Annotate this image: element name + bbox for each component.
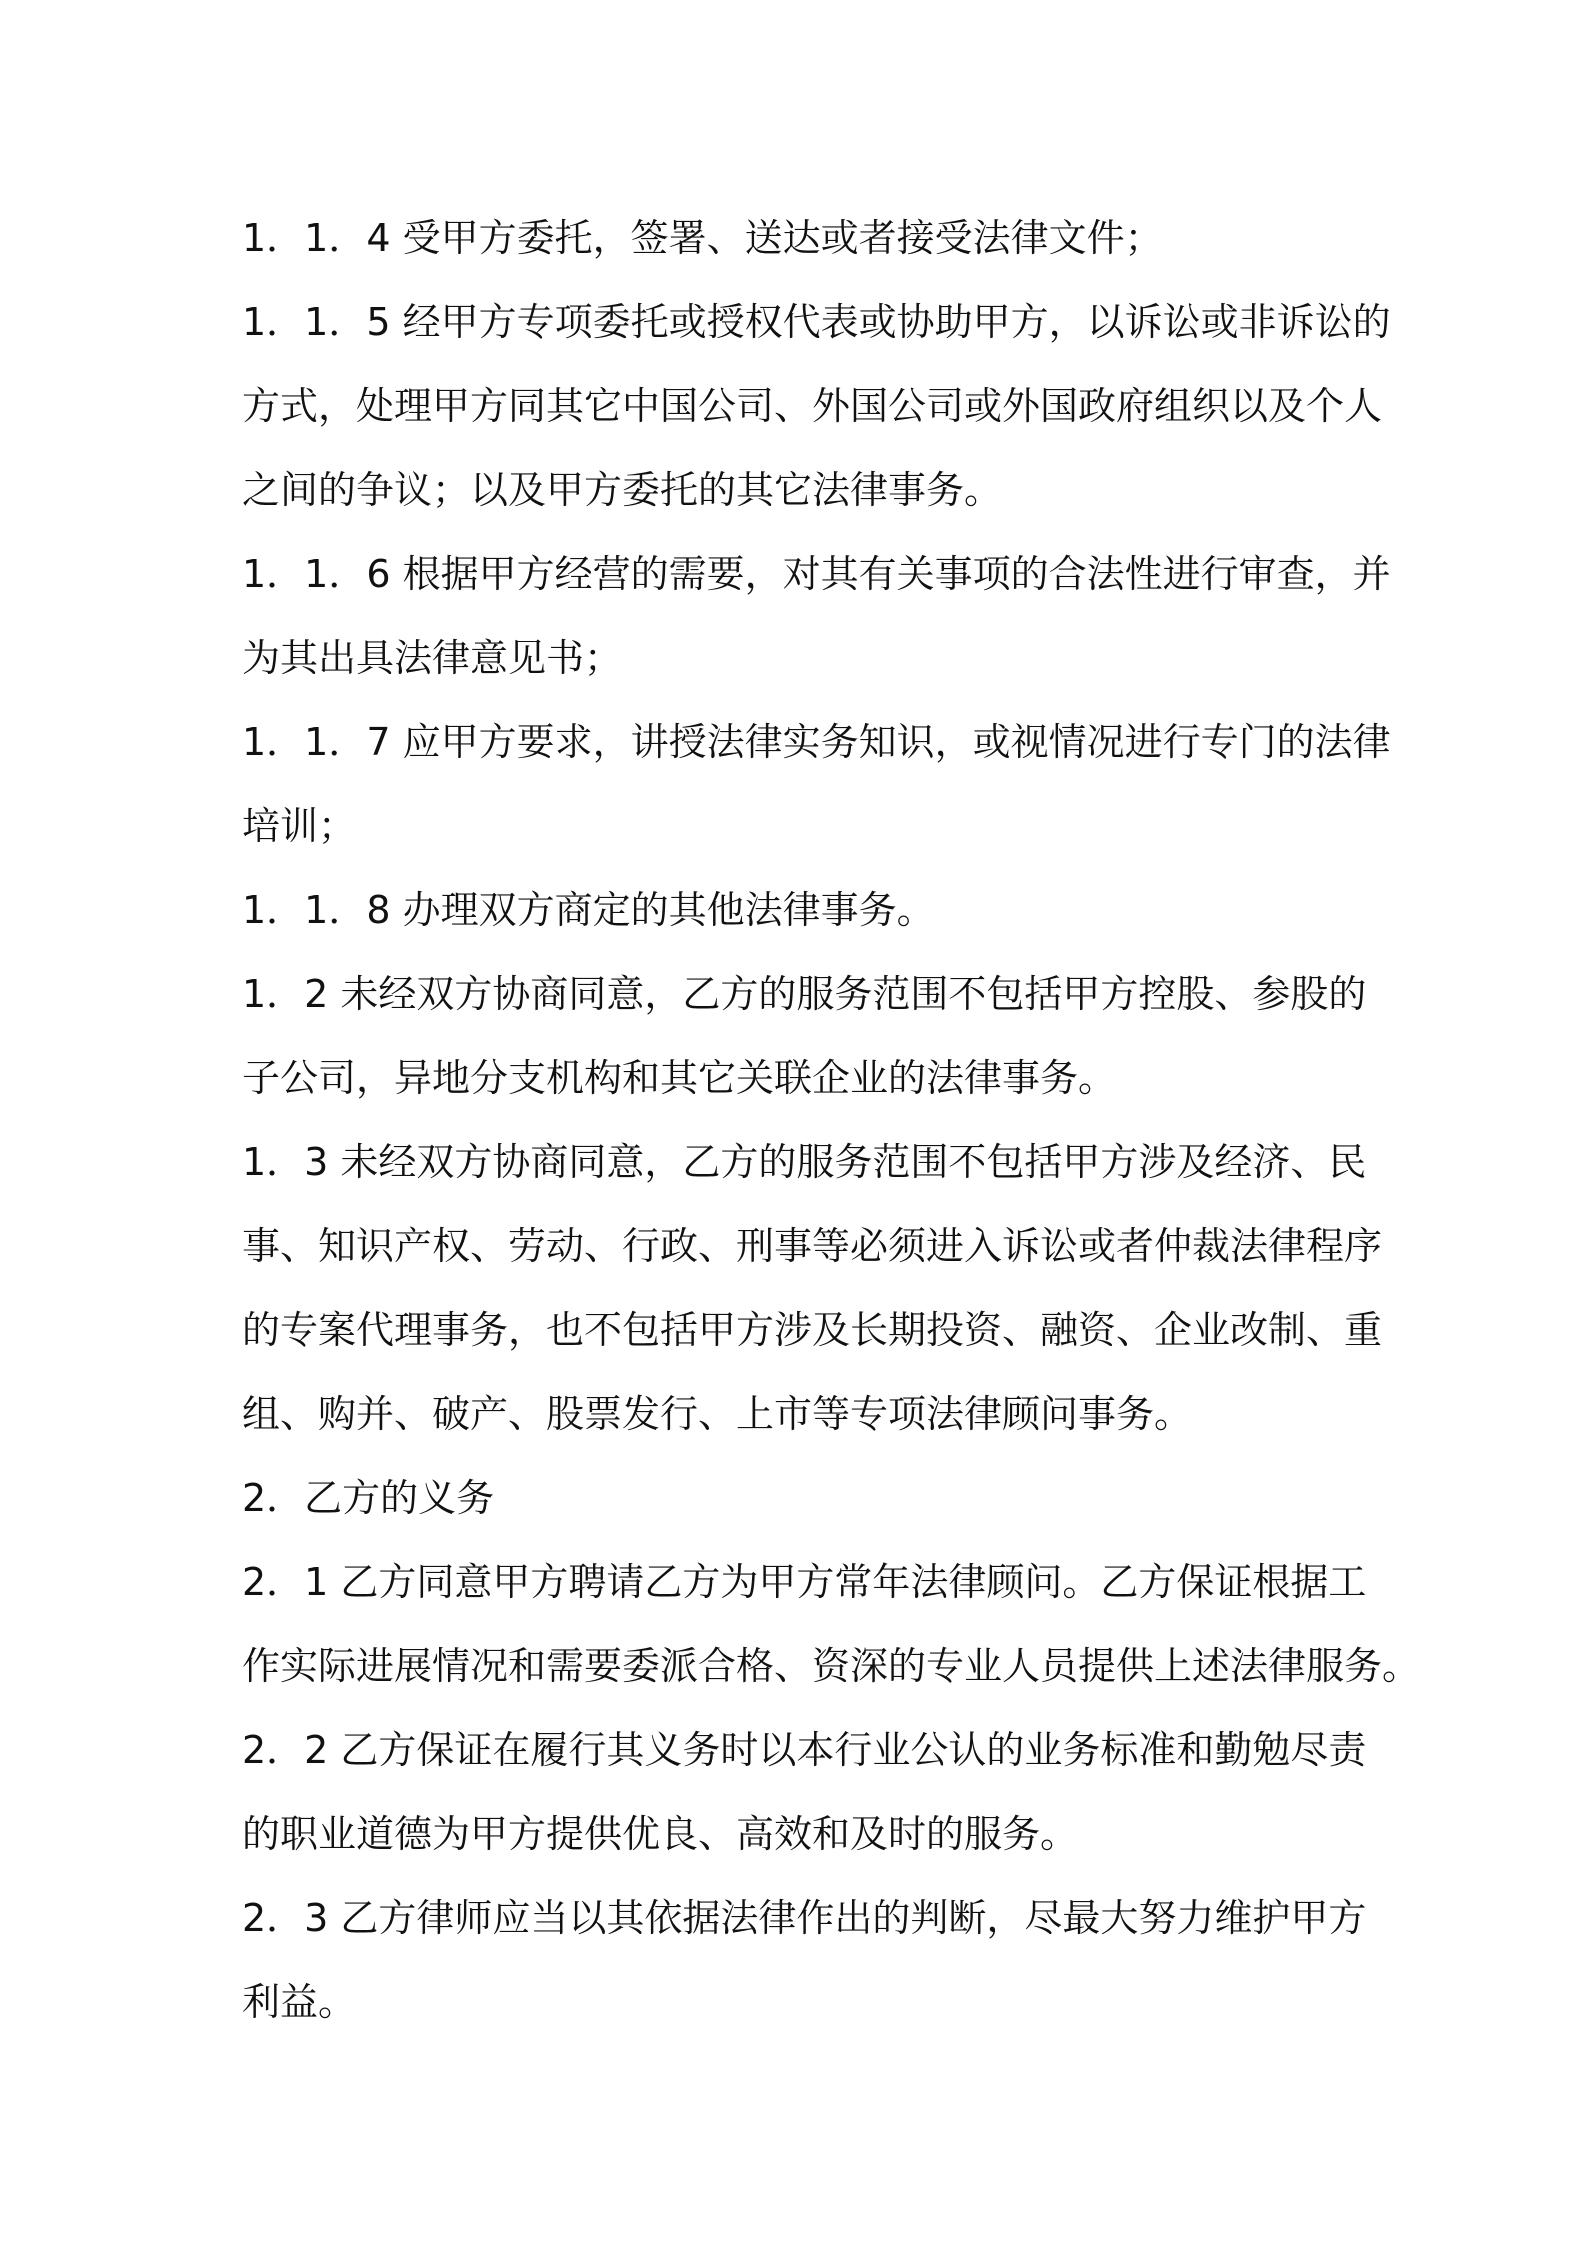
text-line: 为其出具法律意见书； xyxy=(242,636,623,680)
text-line: 1．1．7 应甲方要求，讲授法律实务知识，或视情况进行专门的法律 xyxy=(242,720,1391,764)
text-line: 2．2 乙方保证在履行其义务时以本行业公认的业务标准和勤勉尽责 xyxy=(242,1728,1367,1772)
text-line: 培训； xyxy=(242,804,357,848)
text-line: 2．乙方的义务 xyxy=(242,1476,495,1520)
text-line: 方式，处理甲方同其它中国公司、外国公司或外国政府组织以及个人 xyxy=(242,384,1383,428)
text-line: 的专案代理事务，也不包括甲方涉及长期投资、融资、企业改制、重 xyxy=(242,1308,1383,1352)
text-line: 之间的争议；以及甲方委托的其它法律事务。 xyxy=(242,468,1003,512)
text-line: 子公司，异地分支机构和其它关联企业的法律事务。 xyxy=(242,1056,1117,1100)
document-body xyxy=(242,196,1421,2044)
text-line: 2．3 乙方律师应当以其依据法律作出的判断，尽最大努力维护甲方 xyxy=(242,1896,1367,1940)
text-line: 1．1．4 受甲方委托，签署、送达或者接受法律文件； xyxy=(242,216,1163,260)
text-line: 事、知识产权、劳动、行政、刑事等必须进入诉讼或者仲裁法律程序 xyxy=(242,1224,1383,1268)
text-line: 组、购并、破产、股票发行、上市等专项法律顾问事务。 xyxy=(242,1392,1193,1436)
text-line: 1．3 未经双方协商同意，乙方的服务范围不包括甲方涉及经济、民 xyxy=(242,1140,1367,1184)
text-line: 1．2 未经双方协商同意，乙方的服务范围不包括甲方控股、参股的 xyxy=(242,972,1367,1016)
text-line: 利益。 xyxy=(242,1980,357,2024)
text-line: 2．1 乙方同意甲方聘请乙方为甲方常年法律顾问。乙方保证根据工 xyxy=(242,1560,1367,1604)
text-line: 1．1．5 经甲方专项委托或授权代表或协助甲方，以诉讼或非诉讼的 xyxy=(242,300,1391,344)
text-line: 的职业道德为甲方提供优良、高效和及时的服务。 xyxy=(242,1812,1079,1856)
text-line: 作实际进展情况和需要委派合格、资深的专业人员提供上述法律服务。 xyxy=(242,1644,1421,1688)
text-line: 1．1．8 办理双方商定的其他法律事务。 xyxy=(242,888,935,932)
text-line: 1．1．6 根据甲方经营的需要，对其有关事项的合法性进行审查，并 xyxy=(242,552,1391,596)
